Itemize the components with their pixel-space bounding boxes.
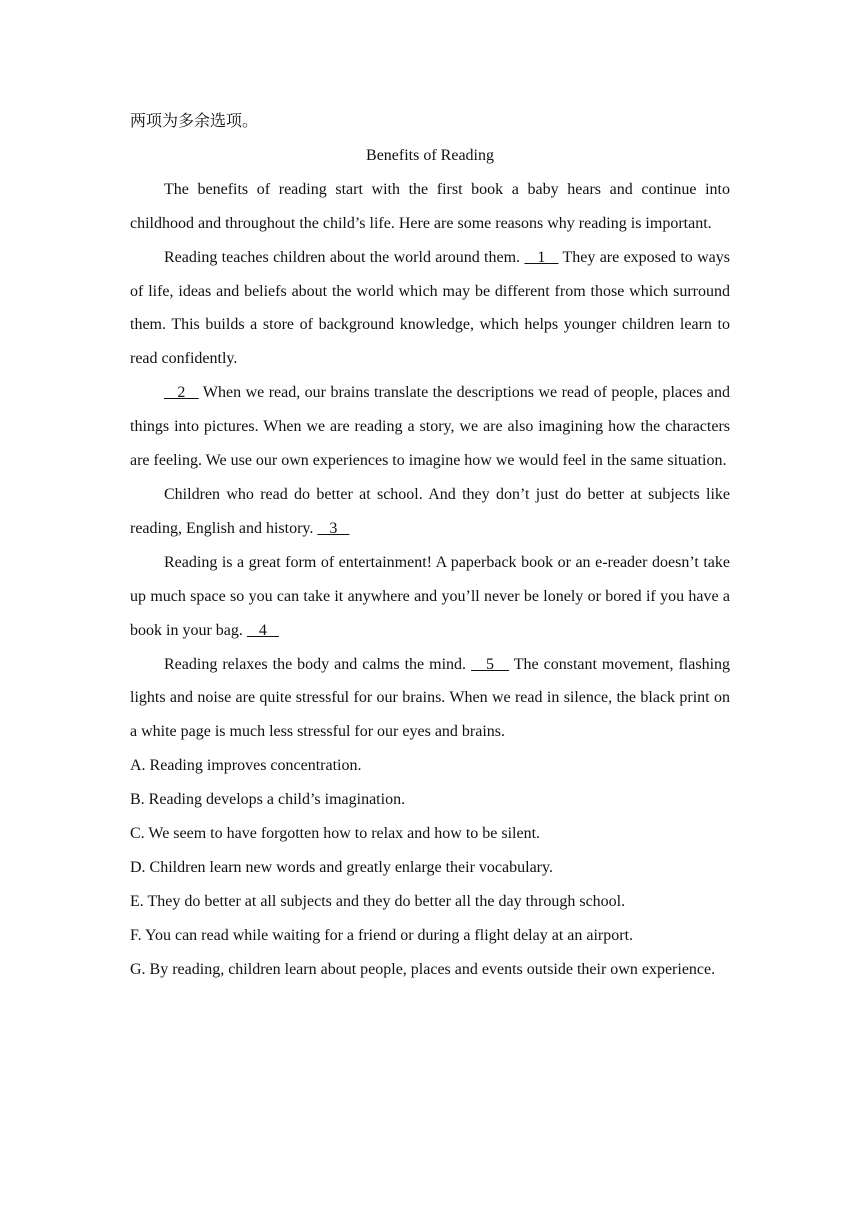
paragraph-6 — [130, 648, 730, 750]
paragraph-4 — [130, 478, 730, 546]
paragraph-5 — [130, 546, 730, 648]
option-f: F. You can read while waiting for a friend or during a flight delay at an airport. — [130, 926, 634, 944]
blank-1: 1 — [524, 248, 559, 266]
blank-5: 5 — [471, 655, 510, 673]
paragraph-2 — [130, 241, 730, 377]
passage-title: Benefits of Reading — [366, 146, 494, 164]
option-e: E. They do better at all subjects and they do better all the day through school. — [130, 892, 626, 910]
paragraph-text: Reading relaxes the body and calms the mind. — [164, 655, 472, 673]
option-g: G. By reading, children learn about people, places and events outside their own experience. — [130, 960, 716, 978]
blank-2: 2 — [164, 384, 199, 402]
option-c: C. We seem to have forgotten how to relax and how to be silent. — [130, 825, 541, 843]
instruction-text: 两项为多余选项。 — [130, 113, 259, 130]
option-a: A. Reading improves concentration. — [130, 757, 362, 775]
paragraph-text: The constant movement, flashing lights and noise are quite stressful for our brains. When we read in silence, the black print on a white page is much less stressful for our eyes and brains. — [130, 655, 731, 741]
blank-3: 3 — [317, 519, 350, 537]
document-page — [130, 105, 730, 987]
option-d: D. Children learn new words and greatly enlarge their vocabulary. — [130, 858, 553, 876]
paragraph-3 — [130, 376, 730, 478]
paragraph-text: Reading is a great form of entertainment! A paperback book or an e-reader doesn’t take up much space so you can take it anywhere and you’ll never be lonely or bored if you have a book in your bag. — [130, 553, 730, 639]
paragraph-text: When we read, our brains translate the descriptions we read of people, places and things into pictures. When we are reading a story, we are also imagining how the characters are feeling. We use our own experiences to imagine how we would feel in the same situation. — [130, 384, 730, 470]
paragraph-text: The benefits of reading start with the first book a baby hears and continue into childhood and throughout the child’s life. Here are some reasons why reading is important. — [130, 180, 730, 232]
paragraph-text: They are exposed to ways of life, ideas and beliefs about the world which may be different from those which surround them. This builds a store of background knowledge, which helps younger children learn to read confidently. — [130, 248, 731, 368]
option-b: B. Reading develops a child’s imagination. — [130, 791, 406, 809]
paragraph-text: Reading teaches children about the world around them. — [164, 248, 525, 266]
paragraph-1 — [130, 173, 730, 241]
paragraph-text: Children who read do better at school. And they don’t just do better at subjects like reading, English and history. — [130, 485, 730, 537]
blank-4: 4 — [246, 621, 279, 639]
